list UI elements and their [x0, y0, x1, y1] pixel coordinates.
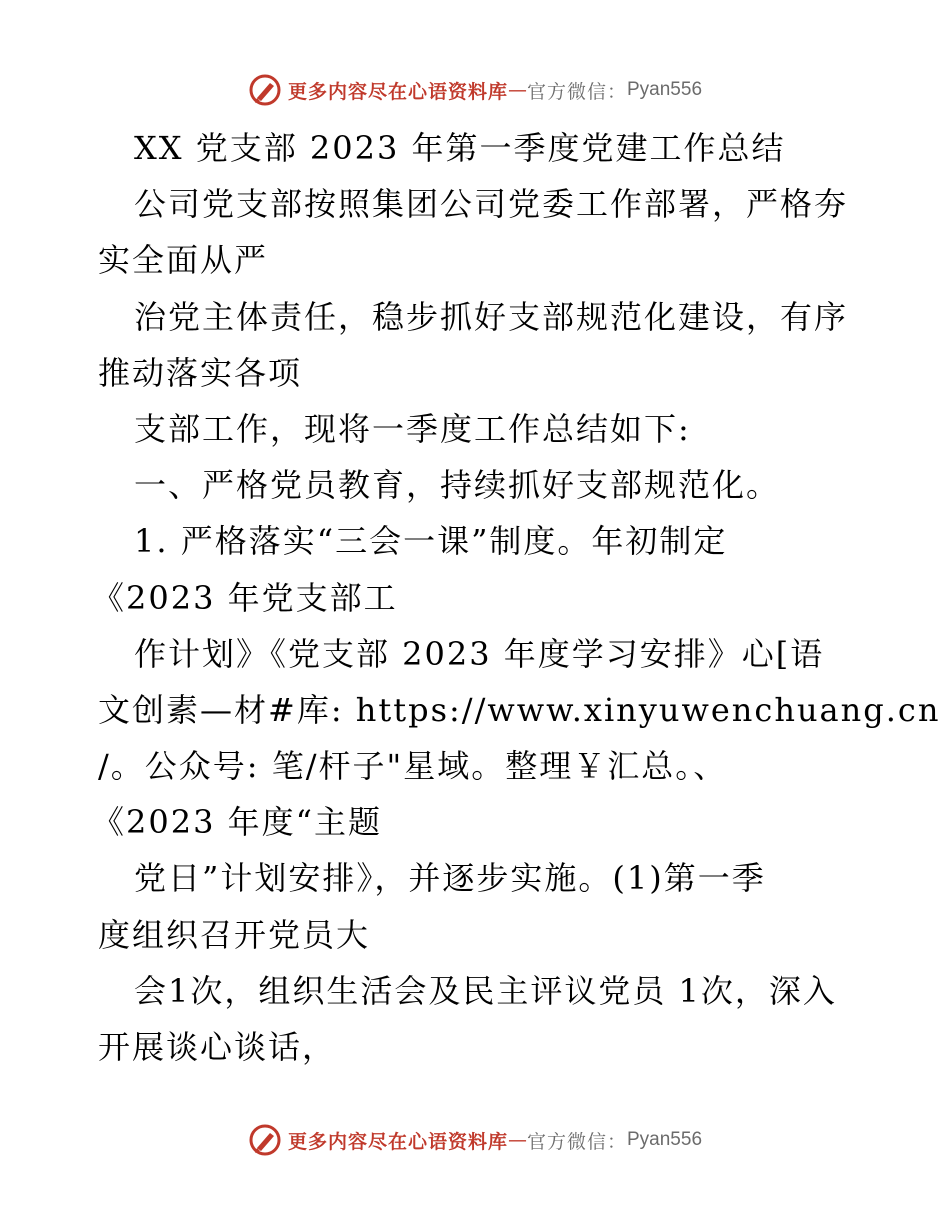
text-line: 度组织召开党员大: [98, 915, 371, 954]
document-title: XX 党支部 2023 年第一季度党建工作总结: [134, 129, 786, 167]
footer-wechat-id: Pyan556: [627, 1129, 703, 1150]
header-banner: [0, 68, 950, 112]
text-line: 1. 严格落实“三会一课”制度。年初制定: [134, 522, 728, 561]
text-line: 支部工作，现将一季度工作总结如下:: [134, 409, 691, 448]
text-line: 文创素—材#库: https://www.xinyuwenchuang.cn: [98, 690, 941, 729]
document-body: [92, 120, 941, 1075]
footer-banner: [0, 1118, 950, 1162]
text-line: 作计划》《党支部 2023 年度学习安排》心[语: [134, 634, 825, 673]
text-line: /。公众号: 笔/杆子"星域。整理￥汇总。、: [98, 747, 728, 786]
pen-logo-icon: [248, 1123, 282, 1157]
header-promo-text: 更多内容尽在心语资料库: [287, 80, 508, 103]
pen-logo-icon: [248, 73, 282, 107]
text-line: 会1次，组织生活会及民主评议党员 1次，深入: [134, 971, 837, 1010]
text-line: 开展谈心谈话，: [98, 1028, 337, 1066]
text-line: 实全面从严: [98, 241, 269, 280]
section-heading: 一、严格党员教育，持续抓好支部规范化。: [134, 466, 781, 505]
text-line: 党日”计划安排》，并逐步实施。(1)第一季: [134, 859, 766, 898]
text-line: 《2023 年度“主题: [92, 803, 382, 842]
footer-separator: —: [507, 1129, 527, 1151]
footer-promo-text: 更多内容尽在心语资料库: [287, 1130, 508, 1153]
header-wechat-label: 官方微信：: [526, 80, 627, 103]
text-line: 治党主体责任，稳步抓好支部规范化建设，有序: [134, 297, 849, 336]
text-line: 推动落实各项: [98, 353, 303, 392]
header-wechat-id: Pyan556: [627, 79, 703, 100]
text-line: 《2023 年党支部工: [92, 578, 398, 617]
header-separator: —: [507, 79, 527, 101]
text-line: 公司党支部按照集团公司党委工作部署，严格夯: [134, 185, 849, 224]
footer-wechat-label: 官方微信：: [526, 1130, 627, 1153]
